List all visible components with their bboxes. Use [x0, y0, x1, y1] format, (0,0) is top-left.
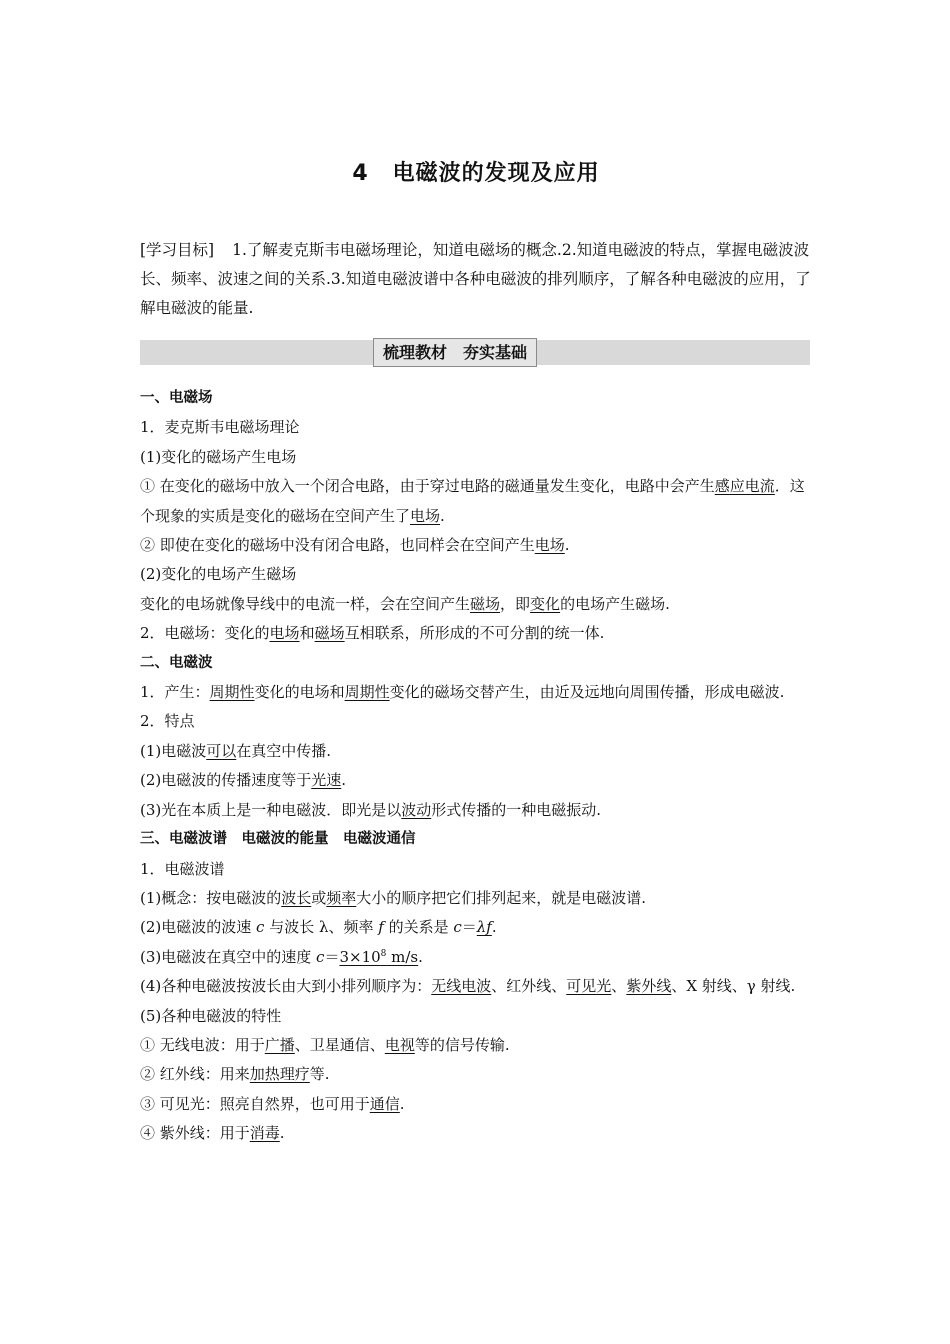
fill-answer: 电场 [410, 506, 441, 525]
paragraph: 1．麦克斯韦电磁场理论 [140, 418, 300, 437]
paragraph: (1)电磁波可以在真空中传播. [140, 741, 332, 760]
paragraph: (4)各种电磁波按波长由大到小排列顺序为：无线电波、红外线、可见光、紫外线、X 射线、γ 射线. [140, 977, 796, 996]
fill-answer: 紫外线 [626, 977, 672, 996]
fill-answer: λf [476, 918, 492, 937]
fill-answer: 波长 [281, 888, 312, 907]
fill-answer: $3\times 10^8$ m/s [339, 947, 419, 966]
fill-answer: 磁场 [314, 624, 345, 643]
fill-answer: 电场 [269, 624, 300, 643]
paragraph: (2)电磁波的传播速度等于光速. [140, 771, 347, 790]
title-text: 电磁波的发现及应用 [392, 161, 600, 186]
section-banner [140, 340, 810, 365]
fill-answer: 广播 [264, 1035, 295, 1054]
fill-answer: 通信 [369, 1094, 400, 1113]
fill-answer: 加热理疗 [249, 1065, 310, 1084]
fill-answer: 磁场 [470, 594, 501, 613]
fill-answer: 周期性 [344, 683, 390, 702]
section-heading: 一、电磁场 [140, 390, 213, 406]
paragraph: ② 红外线：用来加热理疗等. [140, 1065, 330, 1084]
paragraph: (1)概念：按电磁波的波长或频率大小的顺序把它们排列起来，就是电磁波谱. [140, 888, 647, 907]
paragraph: 2．特点 [140, 712, 195, 731]
paragraph: (5)各种电磁波的特性 [140, 1006, 282, 1025]
objectives-label: [学习目标] [140, 241, 215, 259]
paragraph: (2)电磁波的波速 c 与波长 λ、频率 f 的关系是 c＝λf. [140, 918, 497, 937]
fill-answer: 感应电流 [714, 477, 775, 496]
banner-right-text: 夯实基础 [463, 343, 528, 362]
fill-answer: 频率 [326, 888, 357, 907]
paragraph: 2．电磁场：变化的电场和磁场互相联系，所形成的不可分割的统一体. [140, 624, 605, 643]
paragraph: ③ 可见光：照亮自然界，也可用于通信. [140, 1094, 405, 1113]
banner-label-box [373, 338, 537, 367]
paragraph: (3)光在本质上是一种电磁波．即光是以波动形式传播的一种电磁振动. [140, 800, 602, 819]
paragraph: (1)变化的磁场产生电场 [140, 447, 297, 466]
fill-answer: 变化 [530, 594, 561, 613]
fill-answer: 可见光 [566, 977, 612, 996]
paragraph: 1．产生：周期性变化的电场和周期性变化的磁场交替产生，由近及远地向周围传播，形成电磁波. [140, 683, 785, 702]
paragraph: ④ 紫外线：用于消毒. [140, 1124, 285, 1143]
fill-answer: 电场 [534, 536, 565, 555]
fill-answer: 电视 [384, 1035, 415, 1054]
section-number: 4 [352, 161, 369, 186]
paragraph: 1．电磁波谱 [140, 859, 225, 878]
paragraph: ② 即使在变化的磁场中没有闭合电路，也同样会在空间产生电场. [140, 536, 570, 555]
paragraph: (2)变化的电场产生磁场 [140, 565, 297, 584]
banner-left-text: 梳理教材 [383, 343, 448, 362]
paragraph: ① 无线电波：用于广播、卫星通信、电视等的信号传输. [140, 1035, 510, 1054]
fill-answer: 光速 [311, 771, 342, 790]
fill-answer: 可以 [206, 741, 237, 760]
paragraph: ① 在变化的磁场中放入一个闭合电路，由于穿过电路的磁通量发生变化，电路中会产生感应电流．这个现象的实质是变化的磁场在空间产生了电场. [140, 477, 805, 525]
section-heading: 三、电磁波谱 电磁波的能量 电磁波通信 [140, 831, 416, 848]
fill-answer: 波动 [401, 800, 432, 819]
fill-answer: 无线电波 [431, 977, 492, 996]
fill-answer: 周期性 [209, 683, 255, 702]
page-title [140, 156, 812, 187]
paragraph: 变化的电场就像导线中的电流一样，会在空间产生磁场，即变化的电场产生磁场. [140, 594, 670, 613]
objectives-text: 1.了解麦克斯韦电磁场理论，知道电磁场的概念.2.知道电磁波的特点，掌握电磁波波长、频率、波速之间的关系.3.知道电磁波谱中各种电磁波的排列顺序，了解各种电磁波的应用，了解电磁波的能量. [140, 241, 811, 317]
main-content [140, 384, 816, 1149]
fill-answer: 消毒 [249, 1124, 280, 1143]
section-heading: 二、电磁波 [140, 654, 213, 671]
learning-objectives [140, 236, 812, 323]
paragraph: (3)电磁波在真空中的速度 $c=3\times 10^8$ m/s. [140, 947, 423, 966]
